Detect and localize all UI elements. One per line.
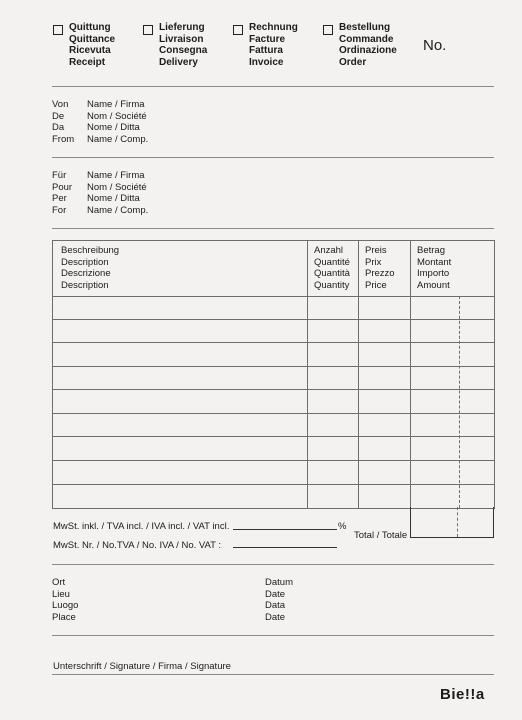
- line-items-table: [52, 240, 495, 509]
- divider: [52, 635, 494, 636]
- table-row-line: [53, 436, 494, 437]
- divider: [52, 86, 494, 87]
- table-row-line: [53, 342, 494, 343]
- signature-line[interactable]: [52, 674, 494, 675]
- table-row-line: [53, 366, 494, 367]
- order-checkbox[interactable]: [323, 25, 333, 35]
- table-row-line: [53, 389, 494, 390]
- invoice-checkbox[interactable]: [233, 25, 243, 35]
- divider: [52, 228, 494, 229]
- total-box[interactable]: [410, 507, 494, 538]
- order-labels: Bestellung Commande Ordinazione Order: [339, 22, 397, 68]
- column-divider: [358, 241, 359, 508]
- column-header-description: Beschreibung Description Descrizione Description: [61, 245, 120, 291]
- total-cents-divider: [457, 507, 458, 537]
- table-row-line: [53, 413, 494, 414]
- place-block[interactable]: Ort Lieu Luogo Place: [52, 577, 79, 623]
- vat-number-label: MwSt. Nr. / No.TVA / No. IVA / No. VAT :: [53, 540, 222, 551]
- amount-cents-divider: [459, 296, 460, 508]
- divider: [52, 564, 494, 565]
- invoice-labels: Rechnung Facture Fattura Invoice: [249, 22, 298, 68]
- receipt-checkbox[interactable]: [53, 25, 63, 35]
- percent-sign: %: [338, 521, 347, 532]
- column-divider: [307, 241, 308, 508]
- brand-logo: Bie!!a: [440, 686, 485, 703]
- divider: [52, 157, 494, 158]
- number-label: No.: [423, 37, 447, 54]
- vat-percent-line[interactable]: [233, 529, 337, 530]
- vat-number-line[interactable]: [233, 547, 337, 548]
- table-row-line: [53, 319, 494, 320]
- total-label: Total / Totale: [354, 530, 408, 541]
- column-header-price: Preis Prix Prezzo Price: [365, 245, 395, 291]
- column-header-quantity: Anzahl Quantité Quantità Quantity: [314, 245, 350, 291]
- column-header-amount: Betrag Montant Importo Amount: [417, 245, 452, 291]
- table-row-line: [53, 296, 494, 297]
- delivery-checkbox[interactable]: [143, 25, 153, 35]
- table-row-line: [53, 484, 494, 485]
- column-divider: [410, 241, 411, 508]
- signature-label: Unterschrift / Signature / Firma / Signature: [53, 661, 231, 672]
- delivery-labels: Lieferung Livraison Consegna Delivery: [159, 22, 208, 68]
- vat-included-label: MwSt. inkl. / TVA incl. / IVA incl. / VAT incl.: [53, 521, 230, 532]
- table-row-line: [53, 460, 494, 461]
- date-block[interactable]: Datum Date Data Date: [265, 577, 293, 623]
- receipt-labels: Quittung Quittance Ricevuta Receipt: [69, 22, 116, 68]
